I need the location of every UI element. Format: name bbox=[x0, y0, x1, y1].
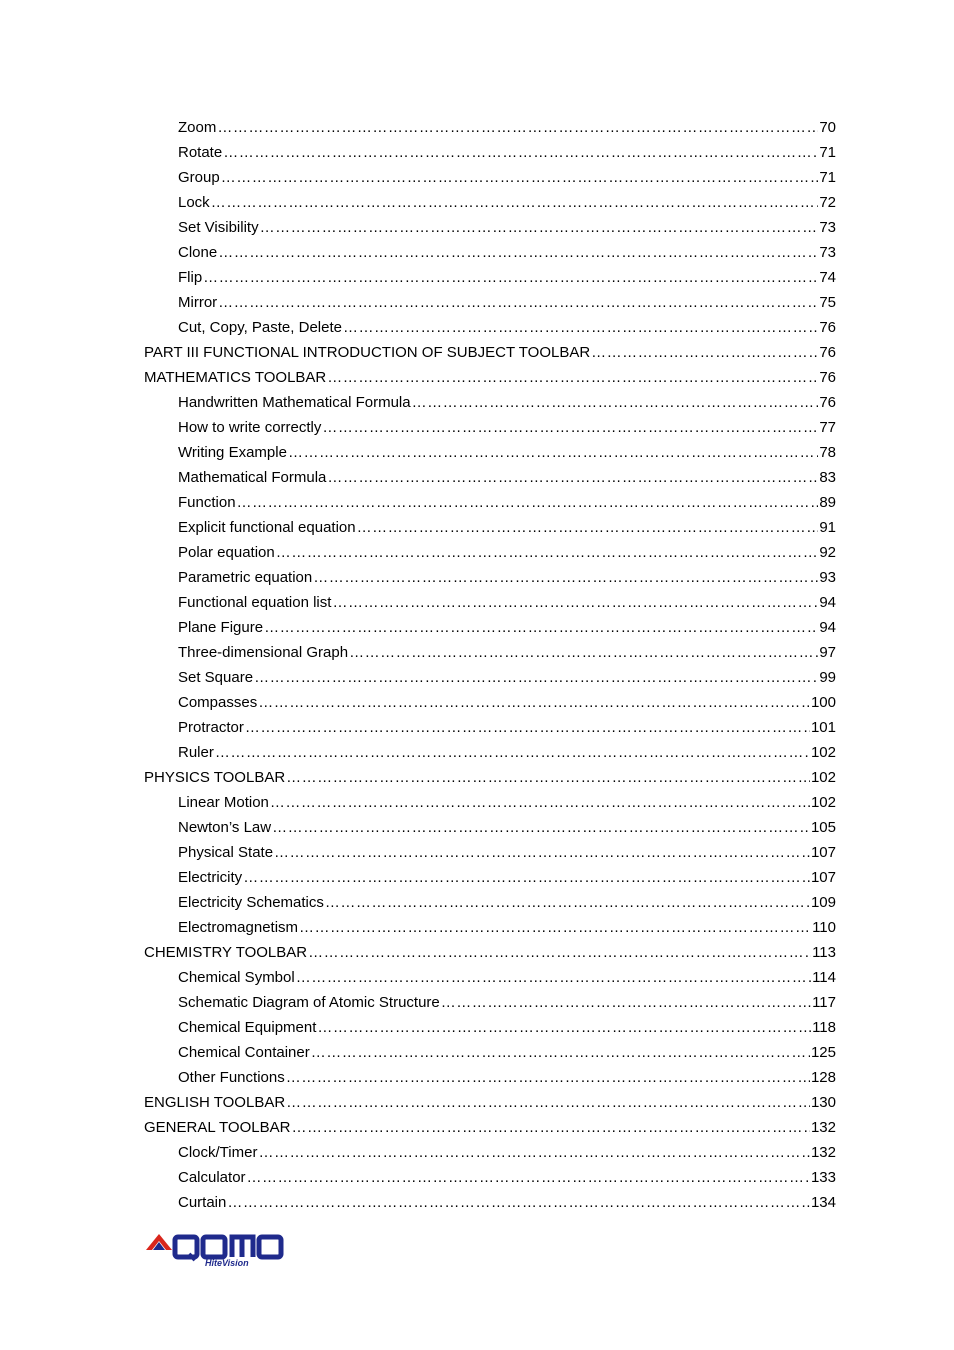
toc-entry[interactable] bbox=[144, 815, 836, 840]
toc-entry-page: 76 bbox=[819, 369, 836, 386]
toc-entry-title: Lock bbox=[178, 194, 210, 211]
toc-dot-leader bbox=[276, 540, 819, 565]
toc-entry[interactable] bbox=[144, 390, 836, 415]
toc-entry[interactable] bbox=[144, 715, 836, 740]
toc-dot-leader bbox=[223, 140, 818, 165]
toc-entry[interactable] bbox=[144, 1115, 836, 1140]
toc-entry[interactable] bbox=[144, 140, 836, 165]
toc-entry-page: 118 bbox=[812, 1019, 836, 1036]
toc-entry-page: 110 bbox=[812, 919, 836, 936]
toc-entry[interactable] bbox=[144, 1140, 836, 1165]
toc-dot-leader bbox=[296, 965, 811, 990]
toc-entry-page: 107 bbox=[810, 844, 836, 861]
toc-entry[interactable] bbox=[144, 665, 836, 690]
toc-entry-page: 72 bbox=[819, 194, 836, 211]
toc-entry[interactable] bbox=[144, 365, 836, 390]
toc-entry[interactable] bbox=[144, 490, 836, 515]
toc-entry-title: Handwritten Mathematical Formula bbox=[178, 394, 411, 411]
toc-entry-page: 99 bbox=[819, 669, 836, 686]
toc-entry-title: Linear Motion bbox=[178, 794, 269, 811]
toc-entry-page: 102 bbox=[810, 744, 836, 761]
toc-entry-page: 89 bbox=[819, 494, 836, 511]
toc-entry-page: 107 bbox=[810, 869, 836, 886]
toc-entry[interactable] bbox=[144, 190, 836, 215]
toc-entry-page: 94 bbox=[819, 594, 836, 611]
toc-entry-page: 130 bbox=[810, 1094, 836, 1111]
toc-dot-leader bbox=[349, 640, 818, 665]
toc-entry-page: 102 bbox=[810, 769, 836, 786]
toc-entry-page: 71 bbox=[819, 169, 836, 186]
toc-dot-leader bbox=[288, 440, 818, 465]
toc-entry-page: 73 bbox=[819, 219, 836, 236]
toc-entry-title: Polar equation bbox=[178, 544, 275, 561]
toc-entry-page: 92 bbox=[819, 544, 836, 561]
toc-entry-title: Clock/Timer bbox=[178, 1144, 258, 1161]
toc-entry-title: Chemical Symbol bbox=[178, 969, 295, 986]
toc-entry-page: 76 bbox=[819, 319, 836, 336]
toc-entry-title: Newton’s Law bbox=[178, 819, 272, 836]
toc-entry[interactable] bbox=[144, 990, 836, 1015]
toc-entry-title: Rotate bbox=[178, 144, 223, 161]
toc-dot-leader bbox=[215, 740, 810, 765]
toc-entry-page: 75 bbox=[819, 294, 836, 311]
toc-entry-title: Set Square bbox=[178, 669, 254, 686]
toc-entry[interactable] bbox=[144, 290, 836, 315]
toc-entry-page: 73 bbox=[819, 244, 836, 261]
toc-entry[interactable] bbox=[144, 1040, 836, 1065]
toc-entry-title: Clone bbox=[178, 244, 218, 261]
toc-entry-title: CHEMISTRY TOOLBAR bbox=[144, 944, 308, 961]
toc-entry[interactable] bbox=[144, 965, 836, 990]
toc-dot-leader bbox=[286, 1065, 810, 1090]
toc-dot-leader bbox=[313, 565, 818, 590]
toc-entry-page: 132 bbox=[810, 1144, 836, 1161]
toc-entry[interactable] bbox=[144, 165, 836, 190]
toc-entry-page: 132 bbox=[810, 1119, 836, 1136]
toc-entry[interactable] bbox=[144, 340, 836, 365]
toc-entry-title: Three-dimensional Graph bbox=[178, 644, 349, 661]
toc-entry-title: Mirror bbox=[178, 294, 218, 311]
toc-dot-leader bbox=[227, 1190, 810, 1215]
toc-entry[interactable] bbox=[144, 440, 836, 465]
toc-entry-page: 102 bbox=[810, 794, 836, 811]
toc-entry[interactable] bbox=[144, 515, 836, 540]
toc-entry[interactable] bbox=[144, 465, 836, 490]
toc-dot-leader bbox=[245, 715, 810, 740]
toc-entry-title: Physical State bbox=[178, 844, 274, 861]
toc-dot-leader bbox=[258, 1140, 810, 1165]
toc-entry-title: Function bbox=[178, 494, 236, 511]
toc-entry[interactable] bbox=[144, 840, 836, 865]
toc-entry[interactable] bbox=[144, 415, 836, 440]
toc-dot-leader bbox=[327, 465, 818, 490]
toc-dot-leader bbox=[217, 115, 818, 140]
toc-entry-page: 117 bbox=[812, 994, 836, 1011]
toc-dot-leader bbox=[291, 1115, 810, 1140]
toc-dot-leader bbox=[203, 265, 818, 290]
toc-entry[interactable] bbox=[144, 790, 836, 815]
toc-entry-page: 76 bbox=[819, 394, 836, 411]
toc-entry-title: Cut, Copy, Paste, Delete bbox=[178, 319, 342, 336]
toc-entry[interactable] bbox=[144, 1190, 836, 1215]
toc-entry-title: Parametric equation bbox=[178, 569, 313, 586]
toc-entry[interactable] bbox=[144, 565, 836, 590]
toc-dot-leader bbox=[260, 215, 819, 240]
toc-entry[interactable] bbox=[144, 915, 836, 940]
toc-entry[interactable] bbox=[144, 540, 836, 565]
toc-entry-page: 133 bbox=[810, 1169, 836, 1186]
toc-entry[interactable] bbox=[144, 315, 836, 340]
toc-entry[interactable] bbox=[144, 640, 836, 665]
toc-dot-leader bbox=[218, 240, 818, 265]
toc-entry-page: 93 bbox=[819, 569, 836, 586]
toc-dot-leader bbox=[274, 840, 810, 865]
toc-entry[interactable] bbox=[144, 740, 836, 765]
toc-dot-leader bbox=[258, 690, 810, 715]
toc-dot-leader bbox=[221, 165, 819, 190]
toc-dot-leader bbox=[308, 940, 811, 965]
toc-dot-leader bbox=[286, 1090, 810, 1115]
toc-dot-leader bbox=[218, 290, 818, 315]
toc-entry[interactable] bbox=[144, 865, 836, 890]
toc-entry-page: 71 bbox=[819, 144, 836, 161]
toc-entry-title: Zoom bbox=[178, 119, 217, 136]
toc-entry[interactable] bbox=[144, 1090, 836, 1115]
toc-entry-title: MATHEMATICS TOOLBAR bbox=[144, 369, 327, 386]
toc-dot-leader bbox=[332, 590, 818, 615]
toc-entry-title: Schematic Diagram of Atomic Structure bbox=[178, 994, 440, 1011]
toc-entry-page: 77 bbox=[819, 419, 836, 436]
toc-entry-title: Electricity Schematics bbox=[178, 894, 324, 911]
toc-entry[interactable] bbox=[144, 590, 836, 615]
toc-entry-page: 74 bbox=[819, 269, 836, 286]
toc-entry-title: Chemical Equipment bbox=[178, 1019, 317, 1036]
toc-entry-title: Compasses bbox=[178, 694, 258, 711]
toc-entry-title: GENERAL TOOLBAR bbox=[144, 1119, 291, 1136]
toc-entry-title: Flip bbox=[178, 269, 203, 286]
toc-dot-leader bbox=[299, 915, 811, 940]
toc-entry-page: 94 bbox=[819, 619, 836, 636]
toc-dot-leader bbox=[317, 1015, 811, 1040]
toc-entry-title: Other Functions bbox=[178, 1069, 285, 1086]
toc-dot-leader bbox=[254, 665, 818, 690]
toc-entry-title: Chemical Container bbox=[178, 1044, 310, 1061]
toc-entry[interactable] bbox=[144, 940, 836, 965]
toc-entry-title: ENGLISH TOOLBAR bbox=[144, 1094, 286, 1111]
toc-entry-title: Electromagnetism bbox=[178, 919, 299, 936]
toc-dot-leader bbox=[441, 990, 811, 1015]
toc-dot-leader bbox=[322, 415, 818, 440]
qomo-logo-icon bbox=[145, 1228, 285, 1270]
toc-entry-title: Protractor bbox=[178, 719, 244, 736]
toc-entry[interactable] bbox=[144, 890, 836, 915]
toc-entry-page: 101 bbox=[810, 719, 836, 736]
toc-entry-title: Mathematical Formula bbox=[178, 469, 327, 486]
toc-entry-title: Group bbox=[178, 169, 220, 186]
toc-entry-page: 128 bbox=[810, 1069, 836, 1086]
toc-entry-title: Plane Figure bbox=[178, 619, 264, 636]
toc-entry[interactable] bbox=[144, 690, 836, 715]
toc-dot-leader bbox=[327, 365, 818, 390]
qomo-logo bbox=[145, 1228, 285, 1270]
toc-dot-leader bbox=[243, 865, 810, 890]
toc-entry-page: 109 bbox=[810, 894, 836, 911]
toc-entry-page: 105 bbox=[810, 819, 836, 836]
toc-dot-leader bbox=[247, 1165, 810, 1190]
toc-entry-title: Ruler bbox=[178, 744, 214, 761]
toc-entry-title: PART III FUNCTIONAL INTRODUCTION OF SUBJECT TOOLBAR bbox=[144, 344, 591, 361]
toc-dot-leader bbox=[311, 1040, 810, 1065]
toc-entry-page: 113 bbox=[812, 944, 836, 961]
toc-dot-leader bbox=[591, 340, 818, 365]
toc-entry-page: 134 bbox=[810, 1194, 836, 1211]
toc-entry-page: 125 bbox=[810, 1044, 836, 1061]
toc-entry[interactable] bbox=[144, 1015, 836, 1040]
toc-entry[interactable] bbox=[144, 615, 836, 640]
toc-entry-title: Electricity bbox=[178, 869, 243, 886]
toc-dot-leader bbox=[286, 765, 810, 790]
toc-entry-title: Set Visibility bbox=[178, 219, 259, 236]
toc-dot-leader bbox=[211, 190, 819, 215]
toc-entry-page: 78 bbox=[819, 444, 836, 461]
toc-dot-leader bbox=[272, 815, 810, 840]
toc-entry-title: Writing Example bbox=[178, 444, 287, 461]
toc-entry-title: Curtain bbox=[178, 1194, 227, 1211]
toc-entry-page: 100 bbox=[810, 694, 836, 711]
toc-entry[interactable] bbox=[144, 240, 836, 265]
toc-dot-leader bbox=[325, 890, 810, 915]
toc-entry-page: 114 bbox=[812, 969, 836, 986]
toc-entry-page: 70 bbox=[819, 119, 836, 136]
toc-entry-page: 91 bbox=[819, 519, 836, 536]
toc-dot-leader bbox=[412, 390, 819, 415]
toc-dot-leader bbox=[264, 615, 818, 640]
toc-entry-page: 76 bbox=[819, 344, 836, 361]
toc-entry-title: Functional equation list bbox=[178, 594, 332, 611]
toc-entry[interactable] bbox=[144, 1065, 836, 1090]
toc-entry[interactable] bbox=[144, 765, 836, 790]
toc-dot-leader bbox=[237, 490, 819, 515]
toc-entry[interactable] bbox=[144, 215, 836, 240]
toc-entry-title: How to write correctly bbox=[178, 419, 322, 436]
table-of-contents bbox=[144, 115, 836, 1215]
toc-dot-leader bbox=[270, 790, 810, 815]
toc-entry-title: PHYSICS TOOLBAR bbox=[144, 769, 286, 786]
toc-entry[interactable] bbox=[144, 115, 836, 140]
toc-entry[interactable] bbox=[144, 1165, 836, 1190]
toc-dot-leader bbox=[357, 515, 819, 540]
toc-entry-page: 83 bbox=[819, 469, 836, 486]
toc-dot-leader bbox=[343, 315, 818, 340]
toc-entry[interactable] bbox=[144, 265, 836, 290]
toc-entry-title: Explicit functional equation bbox=[178, 519, 356, 536]
toc-entry-title: Calculator bbox=[178, 1169, 246, 1186]
toc-entry-page: 97 bbox=[819, 644, 836, 661]
logo-tagline: HiteVision bbox=[205, 1258, 249, 1268]
